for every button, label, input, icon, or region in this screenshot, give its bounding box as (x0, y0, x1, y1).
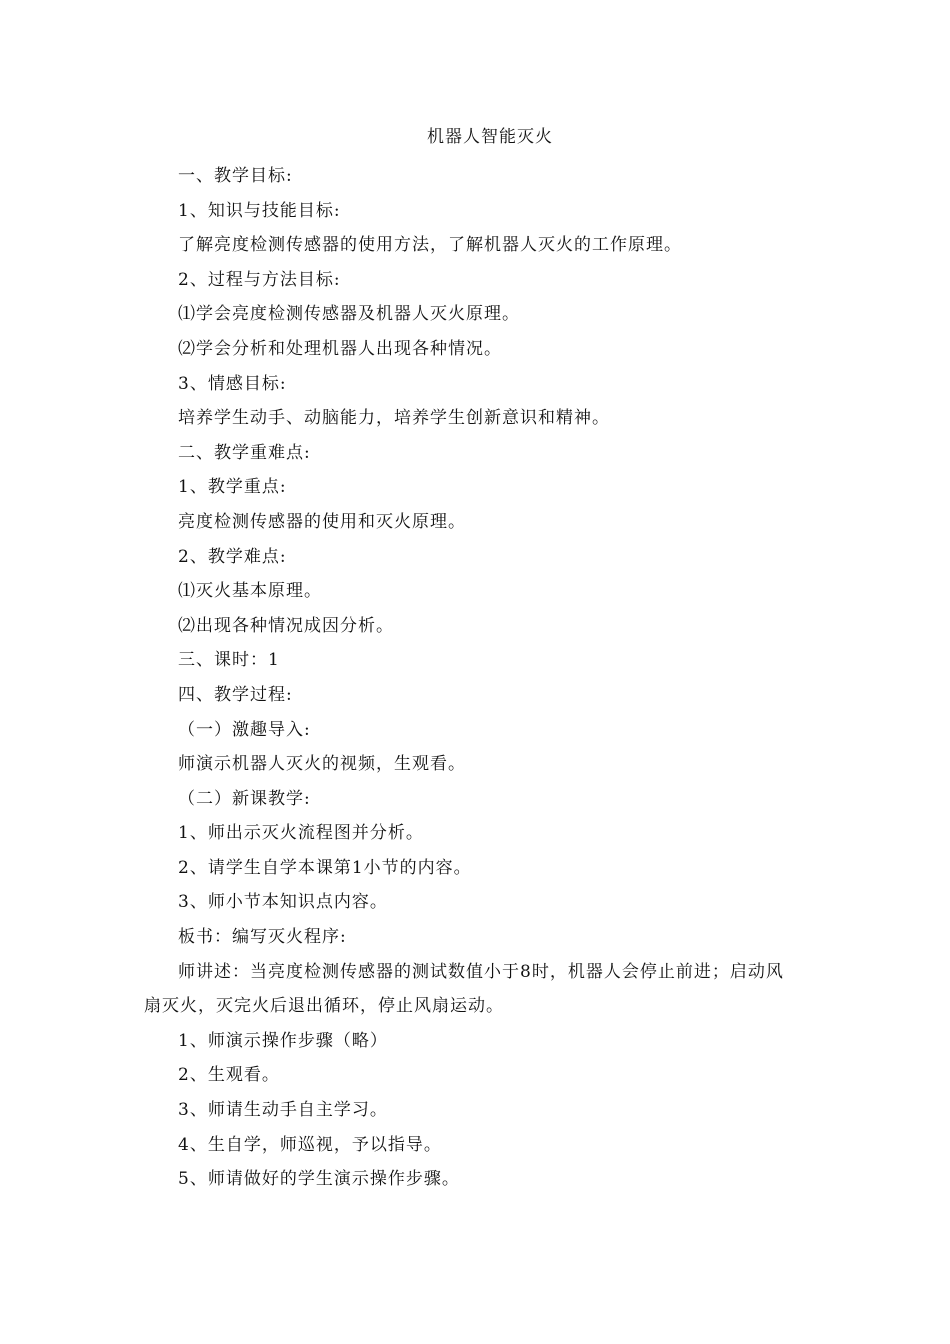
text-line: 一、教学目标: (178, 166, 293, 186)
text-line: 三、课时：1 (178, 650, 280, 671)
text-line: （一）激趣导入: (178, 719, 311, 740)
text-line: 四、教学过程: (178, 684, 293, 705)
text-line: 2、过程与方法目标: (178, 269, 341, 290)
text-line: 3、师请生动手自主学习。 (178, 1100, 388, 1121)
text-line: ⑵出现各种情况成因分析。 (178, 615, 394, 636)
text-line: 1、教学重点: (178, 477, 287, 498)
document-body (144, 159, 824, 1197)
text-line: ⑴灭火基本原理。 (178, 581, 322, 602)
text-line: 扇灭火，灭完火后退出循环，停止风扇运动。 (144, 996, 504, 1017)
text-line: ⑵学会分析和处理机器人出现各种情况。 (178, 338, 502, 359)
text-line: 亮度检测传感器的使用和灭火原理。 (178, 511, 466, 532)
text-line: （二）新课教学: (178, 788, 311, 809)
text-line: 2、教学难点: (178, 546, 287, 567)
text-line: 1、师演示操作步骤（略） (178, 1030, 388, 1051)
text-line: 师讲述：当亮度检测传感器的测试数值小于8时，机器人会停止前进；启动风 (178, 961, 784, 982)
text-line: 3、师小节本知识点内容。 (178, 892, 388, 913)
text-line: 3、情感目标: (178, 373, 287, 394)
text-line: 1、知识与技能目标: (178, 200, 341, 221)
text-line: 板书：编写灭火程序: (178, 927, 347, 948)
text-line: 了解亮度检测传感器的使用方法，了解机器人灭火的工作原理。 (178, 235, 682, 256)
text-line: 培养学生动手、动脑能力，培养学生创新意识和精神。 (178, 408, 610, 429)
text-line: 师演示机器人灭火的视频，生观看。 (178, 754, 466, 775)
text-line: ⑴学会亮度检测传感器及机器人灭火原理。 (178, 304, 520, 325)
text-line: 4、生自学，师巡视，予以指导。 (178, 1134, 442, 1155)
document-title: 机器人智能灭火 (427, 127, 553, 147)
text-line: 5、师请做好的学生演示操作步骤。 (178, 1169, 460, 1190)
text-line: 1、师出示灭火流程图并分析。 (178, 823, 424, 844)
text-line: 二、教学重难点: (178, 442, 311, 463)
text-line: 2、生观看。 (178, 1065, 280, 1086)
text-line: 2、请学生自学本课第1小节的内容。 (178, 857, 472, 878)
